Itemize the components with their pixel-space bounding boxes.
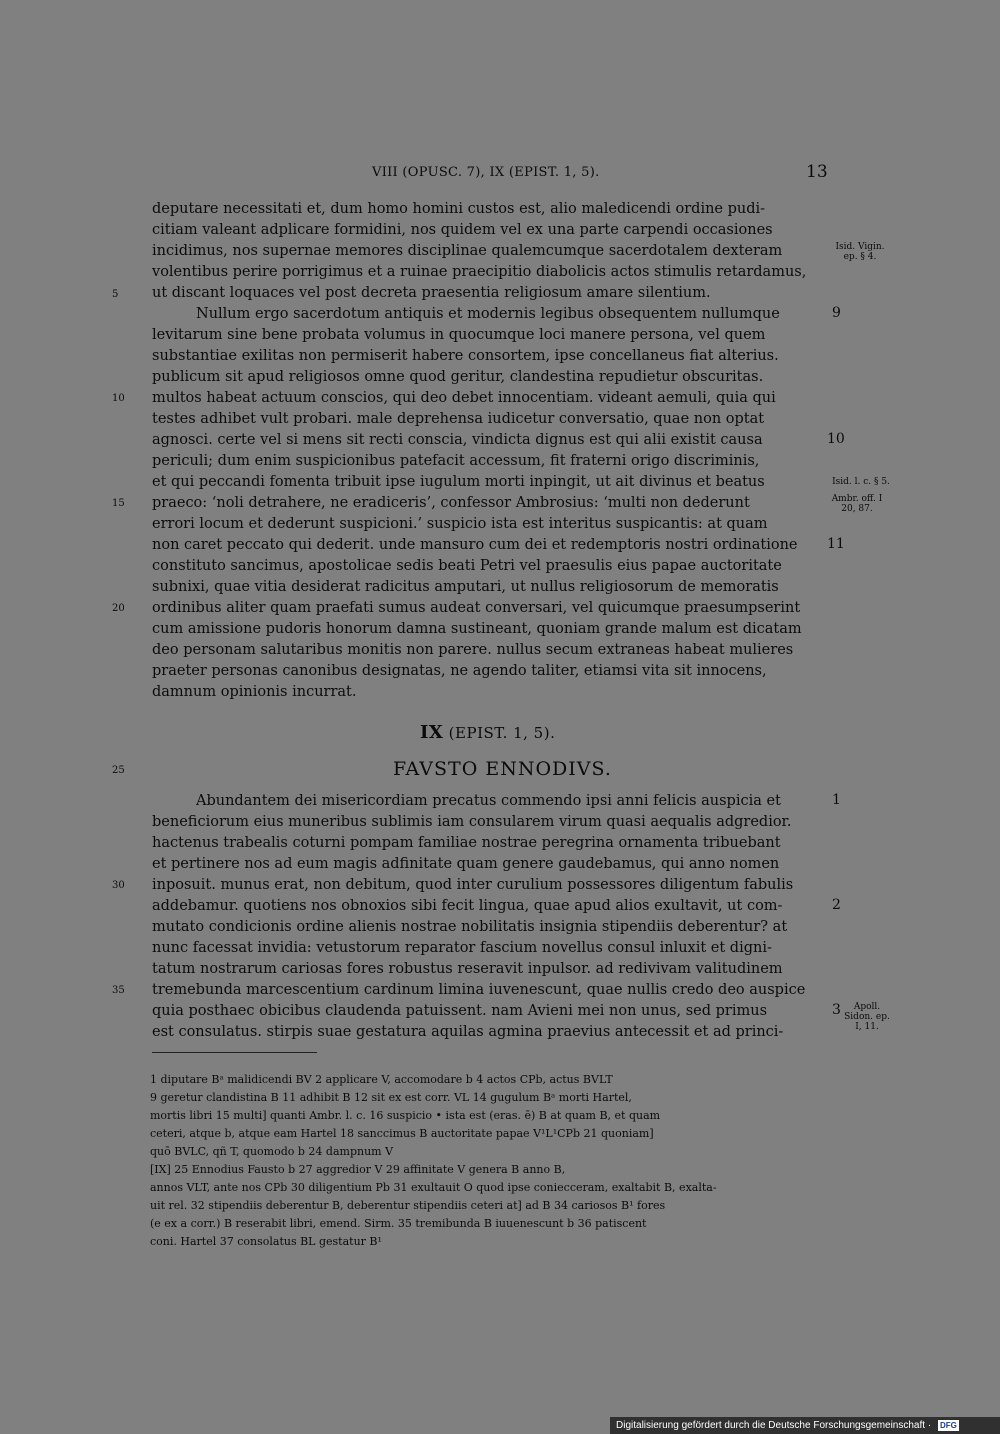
footnote-line: quō BVLC, qñ T, quomodo b 24 dampnum V [150,1145,394,1158]
section-heading [420,722,555,743]
line-number: 20 [112,603,125,614]
text-line: quia posthaec obicibus claudenda patuissent. nam Avieni mei non unus, sed primus [152,1003,768,1019]
section-reference: (EPIST. 1, 5). [448,724,556,742]
text-line: substantiae exilitas non permiserit habere consortem, ipse concellaneus fiat alterius. [152,348,779,364]
side-reference: Isid. l. c. § 5. [832,477,890,487]
text-line: Abundantem dei misericordiam precatus commendo ipsi anni felicis auspicia et [196,793,781,809]
text-line: periculi; dum enim suspicionibus patefacit accessum, fit fraterni origo discriminis, [152,453,760,469]
footnote-line: 9 geretur clandistina B 11 adhibit B 12 sit ex est corr. VL 14 gugulum Bᵃ morti Hartel, [150,1091,632,1104]
text-line: citiam valeant adplicare formidini, nos quidem vel ex una parte carpendi occasiones [152,222,773,238]
line-number: 5 [112,289,119,300]
footnote-line: coni. Hartel 37 consolatus BL gestatur B¹ [150,1235,382,1248]
line-number: 35 [112,985,125,996]
text-line: mutato condicionis ordine alienis nostrae nobilitatis insignia stipendiis deberentur? at [152,919,788,935]
text-line: tatum nostrarum cariosas fores robustus reseravit inpulsor. ad redivivam valitudinem [152,961,783,977]
text-line: tremebunda marcescentium cardinum limina iuvenescunt, quae nullis credo deo auspice [152,982,806,998]
paragraph-number: 3 [832,1002,841,1018]
footnote-rule [152,1052,317,1053]
paragraph-number: 2 [832,897,841,913]
text-line: inposuit. munus erat, non debitum, quod inter curulium possessores diligentum fabulis [152,877,794,893]
text-line: cum amissione pudoris honorum damna sustineant, quoniam grande malum est dicatam [152,621,802,637]
text-line: damnum opinionis incurrat. [152,684,357,700]
line-number: 15 [112,498,125,509]
footnote-line: 1 diputare Bᵃ malidicendi BV 2 applicare V, accomodare b 4 actos CPb, actus BVLT [150,1073,613,1086]
text-line: ordinibus aliter quam praefati sumus audeat conversari, vel quicumque praesumpserint [152,600,801,616]
footnote-line: (e ex a corr.) B reserabit libri, emend. Sirm. 35 tremibunda B iuuenescunt b 36 patiscent [150,1217,647,1230]
running-title: VIII (OPUSC. 7), IX (EPIST. 1, 5). [372,165,600,180]
funding-text: Digitalisierung gefördert durch die Deutsche Forschungsgemeinschaft · [616,1420,932,1431]
text-line: non caret peccato qui dederit. unde mansuro cum dei et redemptoris nostri ordinatione [152,537,798,553]
footnote-line: mortis libri 15 multi] quanti Ambr. l. c. 16 suspicio • ista est (eras. ē) B at quam B, et quam [150,1109,661,1122]
side-reference: Ambr. off. I 20, 87. [831,494,883,514]
line-number: 30 [112,880,125,891]
text-line: incidimus, nos supernae memores disciplinae qualemcumque sacerdotalem dexteram [152,243,783,259]
text-line: errori locum et dederunt suspicioni.’ suspicio ista est interitus suspicantis: at quam [152,516,768,532]
text-line: nunc facessat invidia: vetustorum reparator fascium novellus consul inluxit et digni- [152,940,772,956]
dfg-logo: DFG [939,1421,957,1430]
footnote-line: [IX] 25 Ennodius Fausto b 27 aggredior V 29 affinitate V genera B anno B, [150,1163,566,1176]
section-numeral: IX [420,722,444,743]
line-number: 10 [112,393,125,404]
text-line: testes adhibet vult probari. male deprehensa iudicetur conversatio, quae non optat [152,411,765,427]
funding-footer [610,1417,1000,1434]
text-line: levitarum sine bene probata volumus in quocumque loci manere persona, vel quem [152,327,766,343]
text-line: constituto sancimus, apostolicae sedis beati Petri vel praesulis eius papae auctoritate [152,558,782,574]
text-line: et pertinere nos ad eum magis adfinitate quam genere gaudebamus, qui anno nomen [152,856,780,872]
text-line: praeter personas canonibus designatas, ne agendo taliter, etiamsi vita sit innocens, [152,663,767,679]
footnote-line: annos VLT, ante nos CPb 30 diligentium Pb 31 exultauit O quod ipse coniecceram, exaltabit B, exalta- [150,1181,717,1194]
paragraph-number: 1 [832,792,841,808]
text-line: deputare necessitati et, dum homo homini custos est, alio maledicendi ordine pudi- [152,201,766,217]
letter-address: FAVSTO ENNODIVS. [393,758,612,780]
text-line: et qui peccandi fomenta tribuit ipse iugulum morti inpingit, ut ait divinus et beatus [152,474,765,490]
text-line: beneficiorum eius muneribus sublimis iam consularem virum quasi aequalis adgredior. [152,814,792,830]
text-line: addebamur. quotiens nos obnoxios sibi fecit lingua, quae apud alios exultavit, ut com- [152,898,783,914]
text-line: volentibus perire porrigimus et a ruinae praecipitio diabolicis actos stimulis retardamus, [152,264,807,280]
footnote-line: uit rel. 32 stipendiis deberentur B, deberentur stipendiis ceteri at] ad B 34 cariosos B¹ fores [150,1199,666,1212]
text-line: subnixi, quae vitia desiderat radicitus amputari, ut nullus religiosorum de memoratis [152,579,779,595]
text-line: multos habeat actuum conscios, qui deo debet innocentiam. videant aemuli, quia qui [152,390,776,406]
paragraph-number: 10 [827,431,845,447]
text-line: est consulatus. stirpis suae gestatura aquilas agmina praevius antecessit et ad princi- [152,1024,784,1040]
paragraph-number: 9 [832,305,841,321]
text-line: agnosci. certe vel si mens sit recti conscia, vindicta dignus est qui alii existit causa [152,432,763,448]
paragraph-number: 11 [827,536,845,552]
line-number: 25 [112,765,125,776]
text-line: praeco: ‘noli detrahere, ne eradiceris’, confessor Ambrosius: ‘multi non dederunt [152,495,750,511]
text-line: hactenus trabealis coturni pompam familiae nostrae peregrina ornamenta tribuebant [152,835,781,851]
side-reference: Apoll. Sidon. ep. I, 11. [844,1002,890,1032]
text-line: ut discant loquaces vel post decreta praesentia religiosum amare silentium. [152,285,711,301]
footnote-line: ceteri, atque b, atque eam Hartel 18 sanccimus B auctoritate papae V¹L¹CPb 21 quoniam] [150,1127,654,1140]
side-reference: Isid. Vigin. ep. § 4. [835,242,885,262]
text-line: Nullum ergo sacerdotum antiquis et modernis legibus obsequentem nullumque [196,306,780,322]
text-line: publicum sit apud religiosos omne quod geritur, clandestina repudietur obscuritas. [152,369,764,385]
page-number: 13 [806,162,828,182]
text-line: deo personam salutaribus monitis non parere. nullus secum extraneas habeat mulieres [152,642,794,658]
